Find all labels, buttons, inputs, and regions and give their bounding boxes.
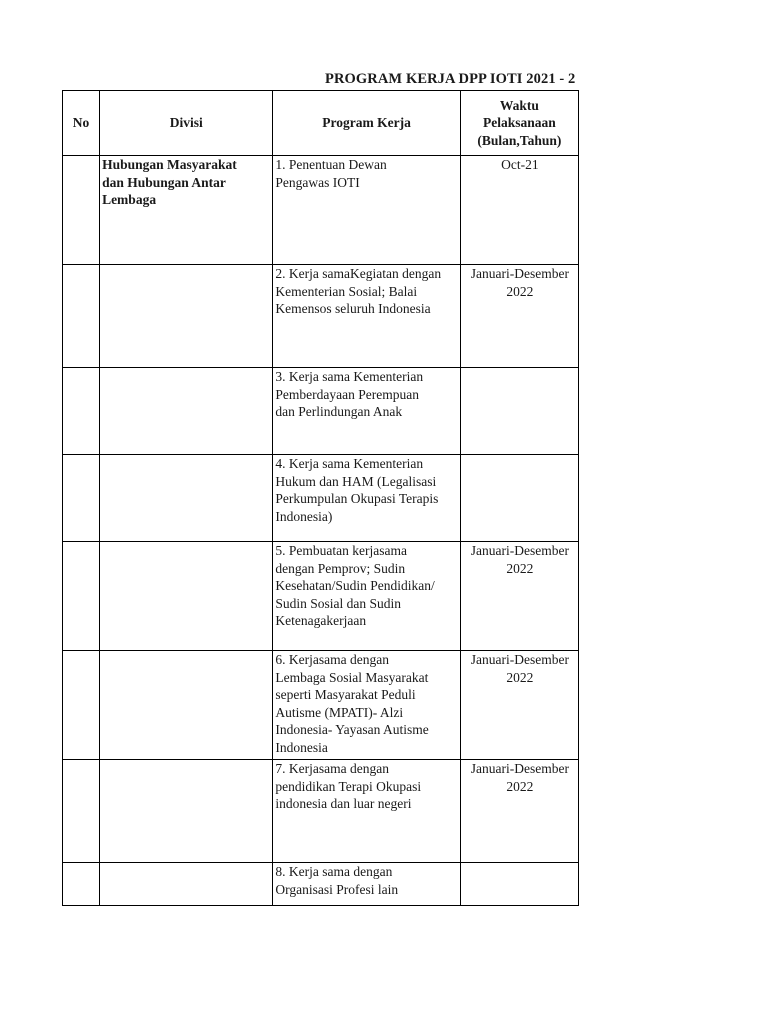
program-line: 7. Kerjasama dengan bbox=[275, 761, 389, 776]
table-row bbox=[63, 542, 579, 651]
cell-no bbox=[63, 455, 100, 542]
program-line: 3. Kerja sama Kementerian bbox=[275, 369, 424, 384]
program-line: Hukum dan HAM (Legalisasi bbox=[275, 473, 437, 489]
table-row bbox=[63, 455, 579, 542]
program-line: Ketenagakerjaan bbox=[275, 613, 367, 628]
cell-waktu bbox=[460, 368, 578, 455]
cell-no bbox=[63, 760, 100, 863]
table-body bbox=[63, 156, 579, 906]
cell-no bbox=[63, 265, 100, 368]
program-line: Kemensos seluruh Indonesia bbox=[275, 301, 431, 316]
cell-waktu bbox=[460, 455, 578, 542]
title-clip bbox=[0, 70, 586, 92]
cell-program bbox=[273, 863, 460, 906]
program-line: Indonesia bbox=[275, 739, 328, 755]
program-line: 1. Penentuan Dewan bbox=[275, 157, 387, 172]
waktu-line: Januari-Desember bbox=[470, 266, 569, 281]
division-line: Lembaga bbox=[102, 192, 157, 207]
cell-program bbox=[273, 651, 460, 760]
cell-divisi bbox=[100, 863, 273, 906]
waktu-line: 2022 bbox=[506, 283, 534, 299]
header-divisi: Divisi bbox=[100, 91, 273, 156]
table-row bbox=[63, 651, 579, 760]
program-line: dan Perlindungan Anak bbox=[275, 404, 403, 419]
waktu-line: 2022 bbox=[506, 778, 534, 794]
header-waktu bbox=[460, 91, 578, 156]
header-program: Program Kerja bbox=[273, 91, 460, 156]
program-line: 2. Kerja samaKegiatan dengan bbox=[275, 266, 442, 281]
program-line: 4. Kerja sama Kementerian bbox=[275, 456, 424, 471]
program-line: Pemberdayaan Perempuan bbox=[275, 386, 419, 402]
table-row bbox=[63, 863, 579, 906]
header-waktu-line: Pelaksanaan bbox=[482, 115, 556, 131]
program-line: seperti Masyarakat Peduli bbox=[275, 687, 416, 702]
table-row bbox=[63, 368, 579, 455]
program-line: Indonesia- Yayasan Autisme bbox=[275, 722, 429, 737]
program-line: pendidikan Terapi Okupasi bbox=[275, 778, 422, 794]
program-line: 5. Pembuatan kerjasama bbox=[275, 543, 407, 558]
cell-no bbox=[63, 651, 100, 760]
cell-program bbox=[273, 156, 460, 265]
division-line: Hubungan Masyarakat bbox=[102, 157, 237, 172]
program-line: Lembaga Sosial Masyarakat bbox=[275, 669, 429, 685]
cell-divisi bbox=[100, 651, 273, 760]
program-line: Perkumpulan Okupasi Terapis bbox=[275, 491, 439, 506]
cell-waktu bbox=[460, 651, 578, 760]
program-line: indonesia dan luar negeri bbox=[275, 796, 412, 811]
cell-divisi bbox=[100, 368, 273, 455]
waktu-line: Januari-Desember bbox=[470, 652, 569, 667]
program-line: Indonesia) bbox=[275, 508, 333, 524]
program-line: Sudin Sosial dan Sudin bbox=[275, 595, 402, 611]
cell-waktu bbox=[460, 265, 578, 368]
cell-program bbox=[273, 542, 460, 651]
program-line: 8. Kerja sama dengan bbox=[275, 864, 393, 879]
cell-divisi bbox=[100, 156, 273, 265]
program-line: Kementerian Sosial; Balai bbox=[275, 283, 418, 299]
cell-divisi bbox=[100, 455, 273, 542]
program-line: dengan Pemprov; Sudin bbox=[275, 560, 406, 576]
table-row bbox=[63, 265, 579, 368]
program-line: Pengawas IOTI bbox=[275, 174, 360, 190]
cell-waktu bbox=[460, 760, 578, 863]
cell-divisi bbox=[100, 542, 273, 651]
header-waktu-line: Waktu bbox=[499, 97, 539, 113]
waktu-line: Januari-Desember bbox=[470, 761, 569, 776]
cell-divisi bbox=[100, 265, 273, 368]
division-line: dan Hubungan Antar bbox=[102, 174, 226, 190]
cell-divisi bbox=[100, 760, 273, 863]
cell-waktu bbox=[460, 542, 578, 651]
cell-no bbox=[63, 863, 100, 906]
cell-program bbox=[273, 265, 460, 368]
cell-no bbox=[63, 542, 100, 651]
program-line: 6. Kerjasama dengan bbox=[275, 652, 389, 667]
cell-no bbox=[63, 368, 100, 455]
table-row bbox=[63, 156, 579, 265]
program-table bbox=[62, 90, 579, 906]
cell-program bbox=[273, 368, 460, 455]
table-row bbox=[63, 760, 579, 863]
program-line: Kesehatan/Sudin Pendidikan/ bbox=[275, 578, 435, 593]
cell-waktu bbox=[460, 863, 578, 906]
cell-waktu bbox=[460, 156, 578, 265]
waktu-line: Januari-Desember bbox=[470, 543, 569, 558]
cell-no bbox=[63, 156, 100, 265]
cell-program bbox=[273, 760, 460, 863]
document-title: PROGRAM KERJA DPP IOTI 2021 - 2 bbox=[325, 71, 576, 87]
cell-program bbox=[273, 455, 460, 542]
waktu-line: Oct-21 bbox=[501, 157, 539, 172]
header-no: No bbox=[63, 91, 100, 156]
program-line: Organisasi Profesi lain bbox=[275, 881, 399, 897]
waktu-line: 2022 bbox=[506, 669, 534, 685]
table-header-row bbox=[63, 91, 579, 156]
header-waktu-line: (Bulan,Tahun) bbox=[477, 132, 562, 148]
waktu-line: 2022 bbox=[506, 560, 534, 576]
program-line: Autisme (MPATI)- Alzi bbox=[275, 704, 404, 720]
